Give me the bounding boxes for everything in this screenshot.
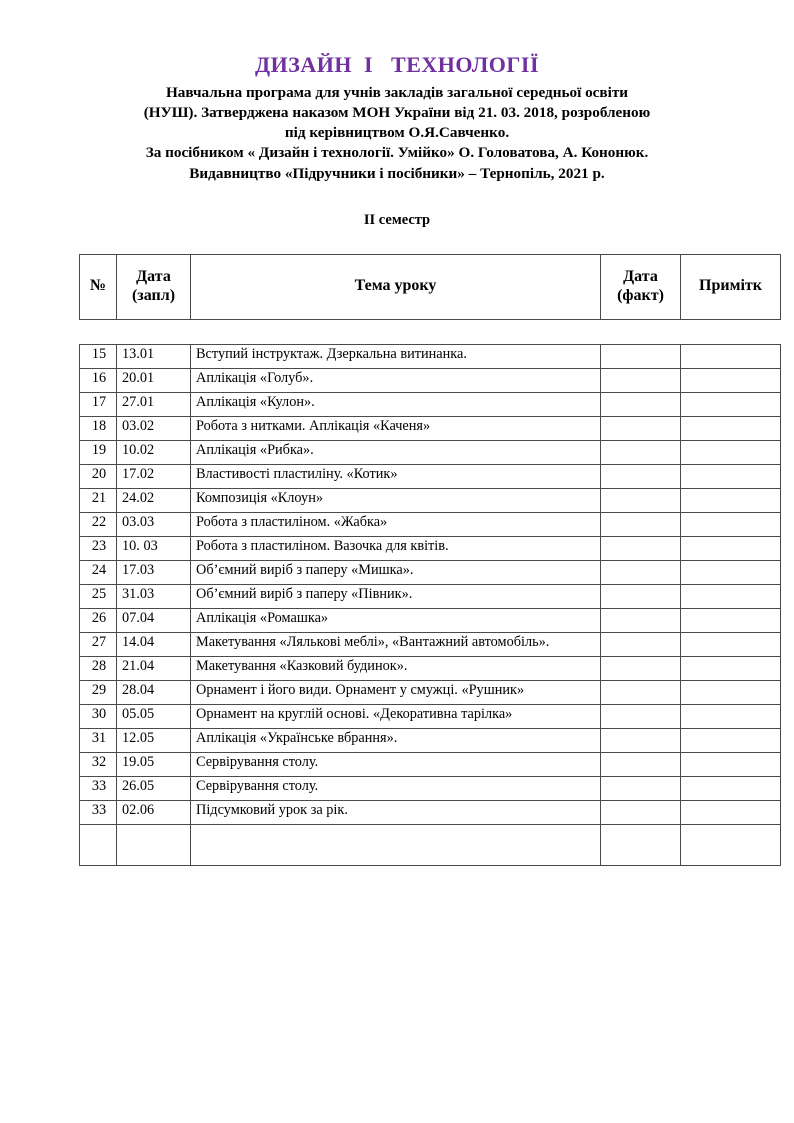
cell-note: [681, 536, 781, 560]
cell-topic: Вступий інструктаж. Дзеркальна витинанка.: [191, 344, 601, 368]
page-title: ДИЗАЙН І ТЕХНОЛОГІЇ: [254, 52, 540, 77]
cell-number: 29: [80, 680, 117, 704]
cell-number: 19: [80, 440, 117, 464]
cell-note: [681, 608, 781, 632]
cell-date-planned: 19.05: [117, 752, 191, 776]
cell-date-planned: 03.03: [117, 512, 191, 536]
cell-topic: Властивості пластиліну. «Котик»: [191, 464, 601, 488]
document-heading: [0, 0, 794, 229]
cell-number: 25: [80, 584, 117, 608]
cell-number: 15: [80, 344, 117, 368]
cell-note: [681, 560, 781, 584]
cell-date-fact: [601, 416, 681, 440]
subtitle-line-2: (НУШ). Затверджена наказом МОН України від 21. 03. 2018, розробленою: [143, 104, 651, 122]
subtitle-line-1: Навчальна програма для учнів закладів загальної середньої освіти: [165, 84, 629, 102]
table-row: [80, 368, 781, 392]
cell-date-fact: [601, 824, 681, 865]
subtitle-line-5: Видавництво «Підручники і посібники» – Тернопіль, 2021 р.: [189, 164, 605, 182]
cell-topic: Аплікація «Українське вбрання».: [191, 728, 601, 752]
cell-date-fact: [601, 536, 681, 560]
cell-topic: Аплікація «Рибка».: [191, 440, 601, 464]
table-row: [80, 440, 781, 464]
cell-date-planned: 10. 03: [117, 536, 191, 560]
cell-date-planned: 13.01: [117, 344, 191, 368]
table-row: [80, 824, 781, 865]
column-header-note-label: Примітк: [699, 277, 762, 295]
cell-topic: Об’ємний виріб з паперу «Півник».: [191, 584, 601, 608]
subtitle-line-4: За посібником « Дизайн і технології. Умійко» О. Головатова, А. Кононюк.: [145, 144, 649, 162]
table-row: [80, 560, 781, 584]
column-header-number-label: №: [89, 277, 107, 295]
cell-number: [80, 824, 117, 865]
cell-date-fact: [601, 440, 681, 464]
cell-note: [681, 584, 781, 608]
table-row: [80, 704, 781, 728]
table-row: [80, 608, 781, 632]
cell-number: 22: [80, 512, 117, 536]
column-header-date-planned: [117, 254, 191, 319]
cell-date-fact: [601, 800, 681, 824]
table-row: [80, 584, 781, 608]
cell-date-fact: [601, 392, 681, 416]
document-subtitle: [77, 83, 717, 183]
table-row: [80, 752, 781, 776]
column-header-date-fact-line1: Дата: [623, 267, 658, 285]
cell-date-planned: 03.02: [117, 416, 191, 440]
table-row: [80, 656, 781, 680]
cell-number: 23: [80, 536, 117, 560]
cell-date-planned: 27.01: [117, 392, 191, 416]
cell-note: [681, 488, 781, 512]
cell-date-fact: [601, 632, 681, 656]
table-row: [80, 800, 781, 824]
cell-topic: Робота з пластиліном. «Жабка»: [191, 512, 601, 536]
lesson-table-body: [79, 344, 781, 866]
cell-number: 18: [80, 416, 117, 440]
cell-number: 33: [80, 776, 117, 800]
cell-date-planned: 02.06: [117, 800, 191, 824]
cell-topic: Макетування «Лялькові меблі», «Вантажний автомобіль».: [191, 632, 601, 656]
cell-topic: Аплікація «Кулон».: [191, 392, 601, 416]
cell-topic: Робота з пластиліном. Вазочка для квітів.: [191, 536, 601, 560]
table-row: [80, 512, 781, 536]
column-header-note: [681, 254, 781, 319]
cell-topic: Сервірування столу.: [191, 752, 601, 776]
cell-number: 26: [80, 608, 117, 632]
cell-date-fact: [601, 464, 681, 488]
cell-number: 30: [80, 704, 117, 728]
cell-note: [681, 632, 781, 656]
cell-number: 21: [80, 488, 117, 512]
cell-number: 33: [80, 800, 117, 824]
cell-date-fact: [601, 584, 681, 608]
cell-note: [681, 464, 781, 488]
cell-note: [681, 752, 781, 776]
cell-note: [681, 704, 781, 728]
cell-date-planned: 05.05: [117, 704, 191, 728]
cell-topic: Робота з нитками. Аплікація «Каченя»: [191, 416, 601, 440]
table-row: [80, 464, 781, 488]
table-row: [80, 488, 781, 512]
table-row: [80, 680, 781, 704]
cell-date-planned: [117, 824, 191, 865]
cell-topic: [191, 824, 601, 865]
cell-number: 31: [80, 728, 117, 752]
cell-number: 28: [80, 656, 117, 680]
cell-note: [681, 512, 781, 536]
cell-topic: Композиція «Клоун»: [191, 488, 601, 512]
cell-date-fact: [601, 512, 681, 536]
cell-topic: Сервірування столу.: [191, 776, 601, 800]
cell-note: [681, 344, 781, 368]
semester-label: ІІ семестр: [363, 211, 431, 228]
table-row: [80, 344, 781, 368]
cell-date-planned: 17.02: [117, 464, 191, 488]
cell-topic: Об’ємний виріб з паперу «Мишка».: [191, 560, 601, 584]
subtitle-line-3: під керівництвом О.Я.Савченко.: [284, 124, 510, 142]
cell-date-fact: [601, 488, 681, 512]
table-row: [80, 776, 781, 800]
cell-note: [681, 824, 781, 865]
cell-date-fact: [601, 680, 681, 704]
cell-note: [681, 656, 781, 680]
cell-date-planned: 14.04: [117, 632, 191, 656]
cell-note: [681, 680, 781, 704]
cell-topic: Орнамент і його види. Орнамент у смужці. «Рушник»: [191, 680, 601, 704]
cell-number: 24: [80, 560, 117, 584]
table-row: [80, 728, 781, 752]
table-row: [80, 536, 781, 560]
cell-date-fact: [601, 656, 681, 680]
cell-date-planned: 10.02: [117, 440, 191, 464]
cell-number: 17: [80, 392, 117, 416]
cell-date-fact: [601, 368, 681, 392]
cell-date-planned: 31.03: [117, 584, 191, 608]
cell-topic: Орнамент на круглій основі. «Декоративна тарілка»: [191, 704, 601, 728]
column-header-date-fact: [601, 254, 681, 319]
cell-date-planned: 07.04: [117, 608, 191, 632]
cell-date-planned: 28.04: [117, 680, 191, 704]
cell-date-planned: 24.02: [117, 488, 191, 512]
cell-note: [681, 392, 781, 416]
column-header-number: [80, 254, 117, 319]
cell-note: [681, 776, 781, 800]
cell-date-planned: 21.04: [117, 656, 191, 680]
cell-note: [681, 728, 781, 752]
cell-topic: Аплікація «Ромашка»: [191, 608, 601, 632]
cell-note: [681, 440, 781, 464]
cell-topic: Макетування «Казковий будинок».: [191, 656, 601, 680]
cell-number: 16: [80, 368, 117, 392]
cell-topic: Підсумковий урок за рік.: [191, 800, 601, 824]
table-row: [80, 632, 781, 656]
lesson-table-header: [79, 254, 781, 320]
column-header-date-planned-line2: (запл): [131, 286, 176, 304]
cell-date-fact: [601, 608, 681, 632]
cell-date-fact: [601, 728, 681, 752]
lesson-rows: [80, 344, 781, 865]
column-header-date-fact-line2: (факт): [617, 286, 664, 304]
column-header-topic: [191, 254, 601, 319]
table-row: [80, 416, 781, 440]
cell-number: 32: [80, 752, 117, 776]
cell-date-planned: 20.01: [117, 368, 191, 392]
table-header-row: [80, 254, 781, 319]
cell-date-planned: 12.05: [117, 728, 191, 752]
cell-note: [681, 368, 781, 392]
cell-topic: Аплікація «Голуб».: [191, 368, 601, 392]
cell-note: [681, 800, 781, 824]
cell-date-fact: [601, 776, 681, 800]
cell-date-planned: 17.03: [117, 560, 191, 584]
cell-date-fact: [601, 560, 681, 584]
table-row: [80, 392, 781, 416]
cell-note: [681, 416, 781, 440]
column-header-topic-label: Тема уроку: [354, 277, 437, 295]
cell-number: 20: [80, 464, 117, 488]
cell-date-planned: 26.05: [117, 776, 191, 800]
cell-date-fact: [601, 344, 681, 368]
cell-number: 27: [80, 632, 117, 656]
column-header-date-planned-line1: Дата: [136, 267, 171, 285]
cell-date-fact: [601, 704, 681, 728]
cell-date-fact: [601, 752, 681, 776]
